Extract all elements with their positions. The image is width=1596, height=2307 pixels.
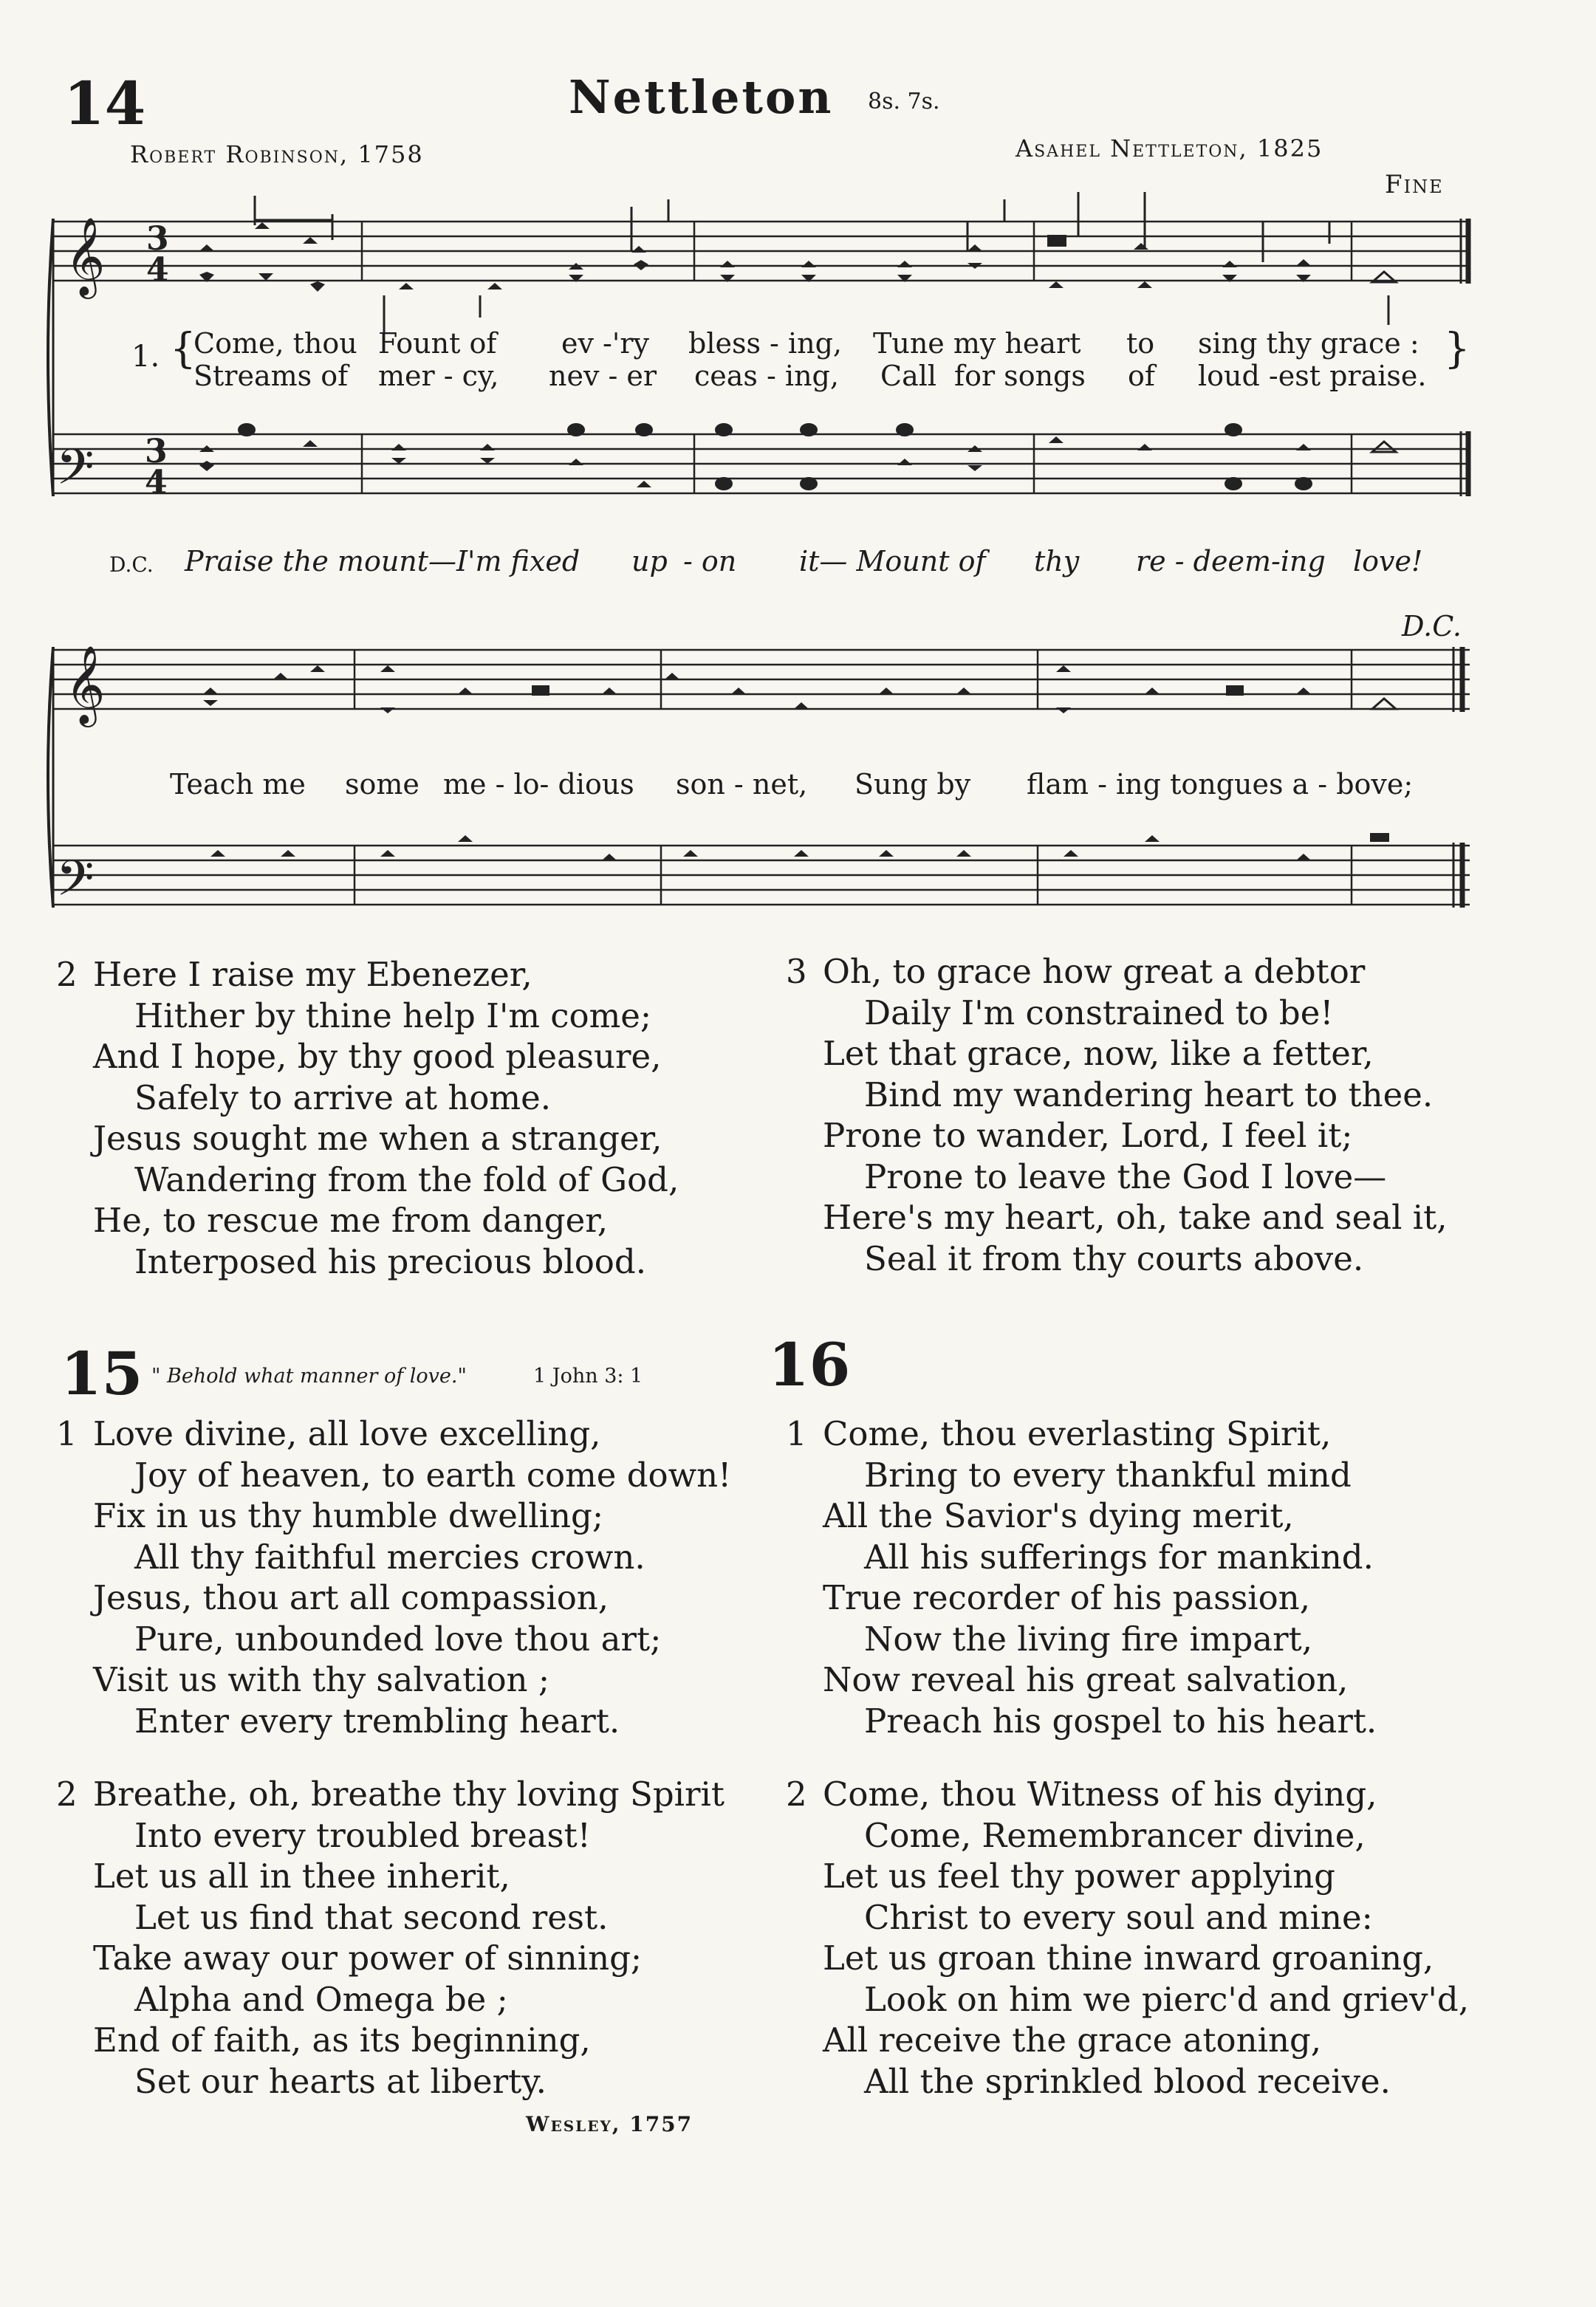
dc-lyric-1: Praise the mount—I'm fixed [185, 545, 580, 577]
hymn14-stanza-2 [56, 954, 679, 1282]
verse-line: Set our hearts at liberty. [134, 2061, 547, 2101]
system-1-bass-staff [53, 434, 1470, 493]
verse-line: Come, thou Witness of his dying, [823, 1775, 1377, 1814]
verse-line: Alpha and Omega be ; [134, 1979, 508, 2019]
stanza-number: 1 [786, 1414, 807, 1453]
verse-line: Let us groan thine inward groaning, [823, 1939, 1434, 1978]
verse-line: Pure, unbounded love thou art; [134, 1619, 662, 1659]
verse-line: Love divine, all love excelling, [93, 1414, 601, 1453]
lyric-3-5: Sung by [854, 768, 971, 801]
lyric-1-6: to [1126, 327, 1155, 360]
verse-line: All the sprinkled blood receive. [864, 2061, 1391, 2101]
bass-notes [199, 423, 1396, 490]
verse-line: Prone to wander, Lord, I feel it; [823, 1116, 1353, 1155]
verse-line: Fix in us thy humble dwelling; [93, 1496, 603, 1535]
lyric-2-4: ceas - ing, [694, 360, 839, 392]
verse-line: Prone to leave the God I love— [864, 1156, 1387, 1196]
lyric-2-7: of [1128, 360, 1155, 392]
system-1-treble-staff [53, 222, 1470, 281]
hymn-number-15: 15 [61, 1339, 143, 1408]
hymn15-reference: 1 John 3: 1 [533, 1365, 643, 1388]
verse-line: And I hope, by thy good pleasure, [93, 1037, 662, 1076]
music-credit: Asahel Nettleton, 1825 [1016, 134, 1323, 162]
bass-clef-icon: 𝄢 [56, 439, 95, 507]
verse-line: Safely to arrive at home. [134, 1077, 552, 1117]
lyric-1-1: Come, thou [193, 327, 357, 360]
dc-lyric-3: - on [683, 545, 737, 577]
svg-text:𝄞: 𝄞 [65, 645, 106, 724]
verse-line: Look on him we pierc'd and griev'd, [864, 1979, 1470, 2019]
lyric-1-4: bless - ing, [688, 327, 842, 360]
hymn15-stanza-1 [56, 1413, 731, 1741]
verse-line: Come, thou everlasting Spirit, [823, 1414, 1332, 1453]
left-brace: { [170, 325, 196, 373]
verse-line: Enter every trembling heart. [134, 1701, 620, 1741]
hymn16-stanza-1 [786, 1413, 1377, 1741]
dc-lyric-5: thy [1034, 545, 1080, 577]
verse-line: Jesus, thou art all compassion, [93, 1578, 609, 1617]
verse-line: Christ to every soul and mine: [864, 1897, 1373, 1937]
stanza-number: 1 [56, 1414, 78, 1453]
verse-line: Seal it from thy courts above. [864, 1238, 1364, 1278]
verse-line: Let us feel thy power applying [823, 1857, 1335, 1896]
verse-line: Now the living fire impart, [864, 1619, 1313, 1659]
lyric-2-1: Streams of [193, 360, 349, 392]
verse-line: Joy of heaven, to earth come down! [134, 1455, 732, 1495]
verse-line: Let that grace, now, like a fetter, [823, 1034, 1374, 1073]
verse-line: Into every troubled breast! [134, 1815, 591, 1855]
verse-line: All thy faithful mercies crown. [134, 1537, 645, 1577]
lyric-3-1: Teach me [170, 768, 306, 801]
bass-time-signature-bottom: 4 [145, 464, 168, 501]
hymn-number-14: 14 [64, 69, 146, 138]
lyric-2-6: for songs [954, 360, 1086, 392]
hymn15-epigraph: " Behold what manner of love." [151, 1365, 467, 1388]
lyric-3-2: some [345, 768, 419, 801]
fine-marking: Fine [1385, 170, 1444, 199]
right-brace: } [1444, 325, 1470, 373]
verse-line: All the Savior's dying merit, [823, 1496, 1294, 1535]
verse-line: He, to rescue me from danger, [93, 1201, 609, 1240]
lyric-1-3: ev -'ry [561, 327, 649, 360]
verse-line: Take away our power of sinning; [93, 1939, 643, 1978]
lyric-1-2: Fount of [378, 327, 497, 360]
verse-line: Here's my heart, oh, take and seal it, [823, 1198, 1448, 1237]
stanza-number: 2 [786, 1775, 807, 1814]
verse-line: Wandering from the fold of God, [134, 1159, 679, 1199]
hymn15-author: Wesley, 1757 [526, 2112, 693, 2136]
lyric-3-4: son - net, [676, 768, 808, 801]
verse-line: Bind my wandering heart to thee. [864, 1074, 1434, 1114]
dc-lyric-6: re - deem-ing [1136, 545, 1326, 577]
verse-line: Breathe, oh, breathe thy loving Spirit [93, 1775, 725, 1814]
verse-line: Interposed his precious blood. [134, 1241, 646, 1281]
verse-line: Oh, to grace how great a debtor [823, 952, 1366, 991]
hymn16-stanza-2 [786, 1774, 1469, 2102]
verse-line: Jesus sought me when a stranger, [93, 1119, 662, 1158]
lyric-1-7: sing thy grace : [1198, 327, 1419, 360]
time-signature-top: 3 [146, 220, 169, 258]
bass-time-signature-top: 3 [145, 433, 168, 470]
verse-line: Now reveal his great salvation, [823, 1660, 1349, 1699]
verse-line: Hither by thine help I'm come; [134, 995, 652, 1035]
verse-line: True recorder of his passion, [823, 1578, 1311, 1617]
dc-lyric-7: love! [1353, 545, 1423, 577]
lyric-3-3: me - lo- dious [443, 768, 634, 801]
hymn-number-16: 16 [768, 1330, 851, 1399]
verse-line: Let us find that second rest. [134, 1897, 609, 1937]
verse-line: All receive the grace atoning, [823, 2020, 1322, 2060]
verse-line: Preach his gospel to his heart. [864, 1701, 1377, 1741]
verse-line: All his sufferings for mankind. [864, 1537, 1374, 1577]
verse-line: Let us all in thee inherit, [93, 1857, 510, 1896]
meter: 8s. 7s. [868, 89, 940, 114]
verse-label: 1. [131, 340, 160, 374]
svg-text:𝄢: 𝄢 [56, 850, 95, 919]
dc-lyric-2: up [631, 545, 668, 577]
lyric-1-5: Tune my heart [873, 327, 1081, 360]
hymn15-stanza-2 [56, 1774, 725, 2102]
verse-line: Daily I'm constrained to be! [864, 993, 1334, 1032]
stanza-number: 2 [56, 1775, 78, 1814]
verse-line: Visit us with thy salvation ; [93, 1660, 550, 1699]
verse-line: End of faith, as its beginning, [93, 2020, 591, 2060]
tune-name: Nettleton [569, 70, 834, 124]
verse-line: Come, Remembrancer divine, [864, 1815, 1366, 1855]
lyric-2-8: loud -est praise. [1198, 360, 1427, 392]
treble-clef-icon: 𝄞 [65, 216, 106, 295]
lyric-2-5: Call [880, 360, 937, 392]
lyric-2-3: nev - er [549, 360, 657, 392]
hymn14-stanza-3 [786, 951, 1448, 1279]
words-credit: Robert Robinson, 1758 [130, 140, 424, 168]
lyric-2-2: mer - cy, [378, 360, 499, 392]
verse-line: Here I raise my Ebenezer, [93, 955, 532, 994]
stanza-number: 3 [786, 952, 807, 991]
dc-lyric-4: it— Mount of [799, 545, 986, 577]
stanza-number: 2 [56, 955, 78, 994]
verse-line: Bring to every thankful mind [864, 1455, 1352, 1495]
treble-stems [255, 192, 1388, 332]
da-capo-marking: D.C. [1402, 610, 1462, 642]
dc-label: D.C. [109, 552, 154, 577]
lyric-3-6: flam - ing tongues a - bove; [1027, 768, 1414, 801]
time-signature-bottom: 4 [146, 251, 169, 289]
